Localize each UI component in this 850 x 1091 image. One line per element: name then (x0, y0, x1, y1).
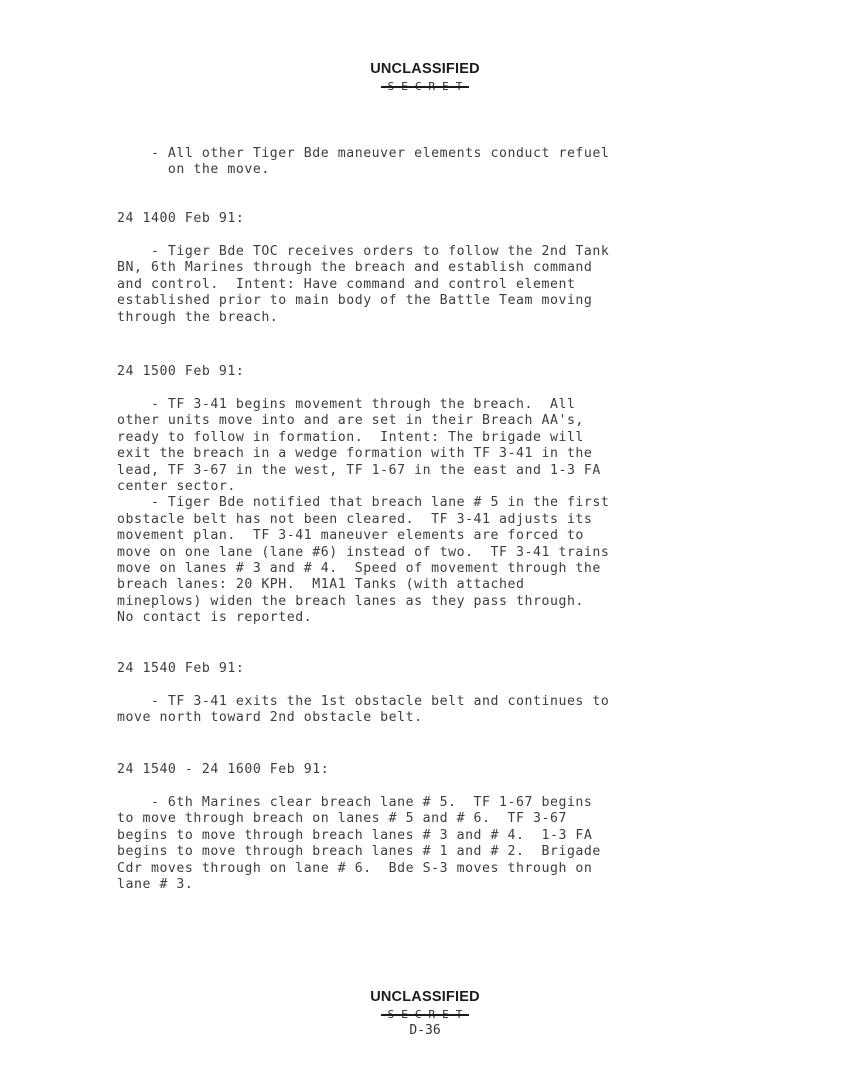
timestamp-heading-1540-1600: 24 1540 - 24 1600 Feb 91: (117, 762, 330, 777)
footer-classification (0, 989, 850, 1038)
timestamp-heading-1500: 24 1500 Feb 91: (117, 364, 245, 379)
footer-struck-secret-marking: SECRET (381, 1009, 470, 1021)
page-number: D-36 (409, 1023, 441, 1038)
paragraph-tf341-begins-movement: - TF 3-41 begins movement through the breach. All other units move into and are set in their Breach AA's, ready to follow in formation. Intent: The brigade will exit the breach in a wedge formation with TF 3-41 in the lead, TF 3-67 in the west, TF 1-67 in the east and 1-3 FA center sector. - Tiger Bde notified that breach lane # 5 in the first obstacle belt has not been cleared. TF 3-41 adjusts its movement plan. TF 3-41 maneuver elements are forced to move on one lane (lane #6) instead of two. TF 3-41 trains move on lanes # 3 and # 4. Speed of movement through the breach lanes: 20 KPH. M1A1 Tanks (with attached mineplows) widen the breach lanes as they pass through. No contact is reported. (117, 397, 610, 626)
paragraph-toc-receives-orders: - Tiger Bde TOC receives orders to follow the 2nd Tank BN, 6th Marines through the breach and establish command and control. Intent: Have command and control element established prior to main body of the Battle Team moving through the breach. (117, 244, 610, 325)
footer-unclassified-label: UNCLASSIFIED (370, 989, 480, 1005)
paragraph-refuel-on-move: - All other Tiger Bde maneuver elements conduct refuel on the move. (150, 146, 610, 178)
paragraph-tf341-exits-belt: - TF 3-41 exits the 1st obstacle belt and continues to move north toward 2nd obstacle belt. (117, 694, 610, 726)
header-classification (0, 61, 850, 95)
timestamp-heading-1540: 24 1540 Feb 91: (117, 661, 245, 676)
timestamp-heading-1400: 24 1400 Feb 91: (117, 211, 245, 226)
header-unclassified-label: UNCLASSIFIED (370, 61, 480, 77)
paragraph-marines-clear-lane: - 6th Marines clear breach lane # 5. TF 1-67 begins to move through breach on lanes # 5 and # 6. TF 3-67 begins to move through breach lanes # 3 and # 4. 1-3 FA begins to move through breach lanes # 1 and # 2. Brigade Cdr moves through on lane # 6. Bde S-3 moves through on lane # 3. (117, 795, 601, 893)
header-struck-secret-marking: SECRET (381, 81, 470, 93)
